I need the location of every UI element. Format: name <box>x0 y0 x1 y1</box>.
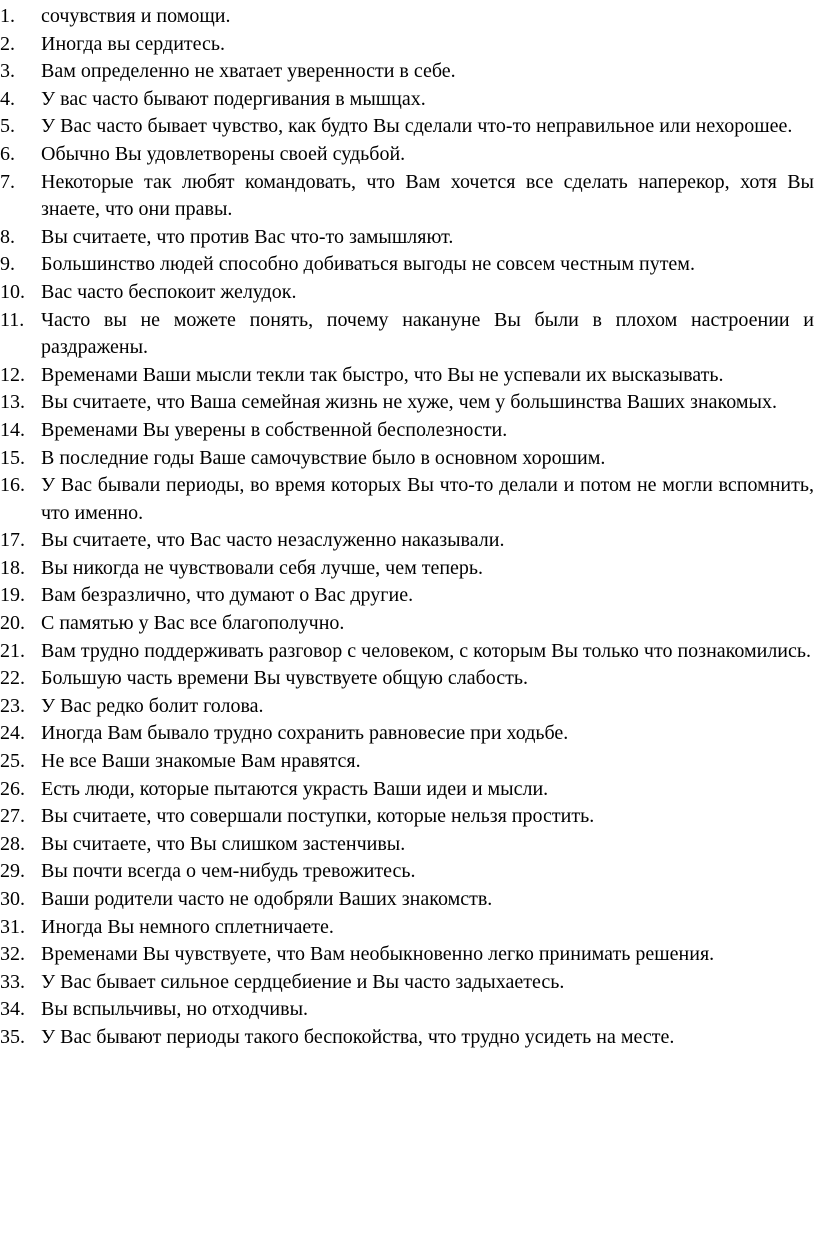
item-text: Некоторые так любят командовать, что Вам хочется все сделать наперекор, хотя Вы знаете, что они правы. <box>41 170 814 221</box>
item-text: Вам трудно поддерживать разговор с человеком, с которым Вы только что познакомились. <box>41 639 812 662</box>
item-text: У Вас бывает сильное сердцебиение и Вы часто задыхаетесь. <box>41 970 565 993</box>
item-number: 6. <box>0 142 15 165</box>
item-text: Временами Ваши мысли текли так быстро, что Вы не успевали их высказывать. <box>41 363 724 386</box>
item-text: Вас часто беспокоит желудок. <box>41 280 297 303</box>
item-text: В последние годы Ваше самочувствие было в основном хорошим. <box>41 446 606 469</box>
item-text: Большинство людей способно добиваться выгоды не совсем честным путем. <box>41 253 695 276</box>
item-text: Вы считаете, что совершали поступки, которые нельзя простить. <box>41 805 595 828</box>
item-number: 14. <box>0 418 25 441</box>
item-number: 10. <box>0 280 25 303</box>
list-item <box>0 886 814 914</box>
item-number: 32. <box>0 943 25 966</box>
item-text: У Вас бывали периоды, во время которых Вы что-то делали и потом не могли вспомнить, что именно. <box>41 474 814 524</box>
item-text: Временами Вы чувствуете, что Вам необыкновенно легко принимать решения. <box>41 943 715 966</box>
list-item <box>0 582 814 610</box>
list-item <box>0 803 814 831</box>
item-number: 19. <box>0 584 25 607</box>
list-item <box>0 362 814 390</box>
item-number: 12. <box>0 363 25 386</box>
list-item <box>0 693 814 721</box>
list-item <box>0 996 814 1024</box>
list-item <box>0 224 814 252</box>
item-text: У Вас редко болит голова. <box>41 694 264 717</box>
item-text: Вы считаете, что Вы слишком застенчивы. <box>41 832 406 855</box>
item-number: 16. <box>0 474 25 497</box>
item-text: Иногда Вам бывало трудно сохранить равновесие при ходьбе. <box>41 722 569 745</box>
item-number: 8. <box>0 225 15 248</box>
item-text: У Вас часто бывает чувство, как будто Вы сделали что-то неправильное или нехорошее. <box>41 115 793 138</box>
item-number: 20. <box>0 612 25 635</box>
list-item <box>0 58 814 86</box>
item-number: 3. <box>0 60 15 83</box>
item-text: Ваши родители часто не одобряли Ваших знакомств. <box>41 888 493 910</box>
item-number: 23. <box>0 694 25 717</box>
item-number: 18. <box>0 556 25 579</box>
list-item <box>0 86 814 114</box>
item-number: 26. <box>0 777 25 800</box>
list-item <box>0 527 814 555</box>
list-item <box>0 417 814 445</box>
list-item <box>0 1024 814 1052</box>
item-number: 34. <box>0 998 25 1021</box>
list-item <box>0 389 814 417</box>
item-text: сочувствия и помощи. <box>41 5 231 27</box>
item-number: 35. <box>0 1025 25 1048</box>
item-text: Вам безразлично, что думают о Вас другие. <box>41 584 414 607</box>
list-item <box>0 720 814 748</box>
item-number: 7. <box>0 170 15 193</box>
item-text: Большую часть времени Вы чувствуете общую слабость. <box>41 667 529 690</box>
item-text: Обычно Вы удовлетворены своей судьбой. <box>41 142 406 165</box>
list-item <box>0 141 814 169</box>
item-text: Вам определенно не хватает уверенности в себе. <box>41 60 456 83</box>
item-number: 5. <box>0 115 15 138</box>
item-text: Вы считаете, что Ваша семейная жизнь не хуже, чем у большинства Ваших знакомых. <box>41 391 777 414</box>
list-item <box>0 555 814 583</box>
list-item <box>0 610 814 638</box>
list-item <box>0 31 814 59</box>
list-item <box>0 445 814 473</box>
item-number: 17. <box>0 529 25 552</box>
item-text: Иногда Вы немного сплетничаете. <box>41 915 334 938</box>
item-number: 33. <box>0 970 25 993</box>
item-number: 2. <box>0 32 15 55</box>
item-number: 1. <box>0 5 15 27</box>
list-item <box>0 665 814 693</box>
item-number: 29. <box>0 860 25 883</box>
list-item <box>0 941 814 969</box>
list-item <box>0 307 814 362</box>
item-text: Вы вспыльчивы, но отходчивы. <box>41 998 309 1021</box>
questionnaire-list <box>0 3 816 1052</box>
item-text: Вы считаете, что Вас часто незаслуженно наказывали. <box>41 529 505 552</box>
item-text: Вы считаете, что против Вас что-то замышляют. <box>41 225 454 248</box>
item-number: 24. <box>0 722 25 745</box>
item-text: Часто вы не можете понять, почему накануне Вы были в плохом настроении и раздражены. <box>41 308 814 359</box>
item-number: 30. <box>0 888 25 910</box>
item-text: Иногда вы сердитесь. <box>41 32 226 55</box>
list-item <box>0 776 814 804</box>
item-number: 25. <box>0 750 25 773</box>
item-number: 21. <box>0 639 25 662</box>
item-text: Вы никогда не чувствовали себя лучше, чем теперь. <box>41 556 484 579</box>
item-text: Есть люди, которые пытаются украсть Ваши идеи и мысли. <box>41 777 549 800</box>
item-number: 31. <box>0 915 25 938</box>
item-number: 9. <box>0 253 15 276</box>
item-number: 4. <box>0 87 15 110</box>
item-text: Не все Ваши знакомые Вам нравятся. <box>41 750 361 773</box>
list-item <box>0 748 814 776</box>
list-item <box>0 251 814 279</box>
list-item <box>0 472 814 527</box>
item-text: У Вас бывают периоды такого беспокойства, что трудно усидеть на месте. <box>41 1025 675 1048</box>
list-item <box>0 914 814 942</box>
item-number: 27. <box>0 805 25 828</box>
item-number: 13. <box>0 391 25 414</box>
item-number: 22. <box>0 667 25 690</box>
list-item <box>0 279 814 307</box>
item-number: 28. <box>0 832 25 855</box>
item-number: 11. <box>0 308 25 331</box>
list-item <box>0 858 814 886</box>
item-text: Вы почти всегда о чем-нибудь тревожитесь. <box>41 860 416 883</box>
item-text: У вас часто бывают подергивания в мышцах. <box>41 87 426 110</box>
list-item <box>0 831 814 859</box>
item-number: 15. <box>0 446 25 469</box>
item-text: Временами Вы уверены в собственной бесполезности. <box>41 418 508 441</box>
list-item <box>0 169 814 224</box>
list-item <box>0 113 814 141</box>
list-item <box>0 638 814 666</box>
list-item <box>0 969 814 997</box>
item-text: С памятью у Вас все благополучно. <box>41 612 345 635</box>
list-item <box>0 3 814 31</box>
